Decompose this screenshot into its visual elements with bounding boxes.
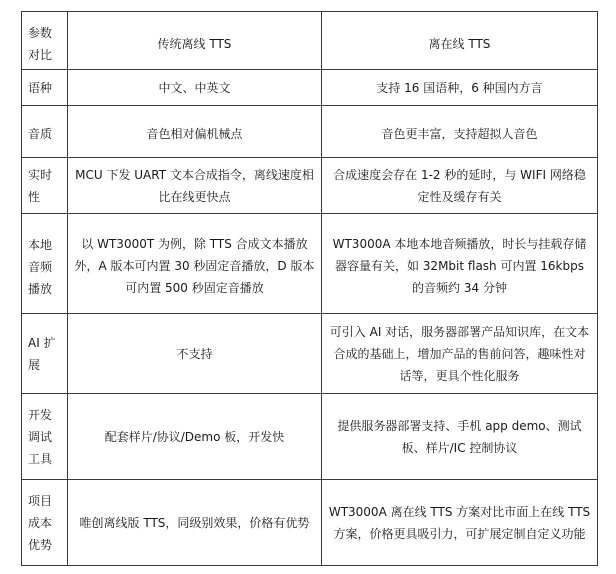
row-label: 项目成本优势 xyxy=(22,480,68,566)
comparison-table xyxy=(21,11,598,566)
row-cell-online: 合成速度会存在 1-2 秒的延时，与 WIFI 网络稳定性及缓存有关 xyxy=(322,158,598,214)
row-cell-online: 可引入 AI 对话，服务器部署产品知识库，在文本合成的基础上，增加产品的售前问答，趣味性对话等，更具个性化服务 xyxy=(322,314,598,394)
row-label: 语种 xyxy=(22,70,68,106)
row-cell-online: WT3000A 离在线 TTS 方案对比市面上在线 TTS 方案，价格更具吸引力，可扩展定制自定义功能 xyxy=(322,480,598,566)
row-label: 开发调试工具 xyxy=(22,394,68,480)
row-cell-online: WT3000A 本地本地音频播放，时长与挂载存储器容量有关，如 32Mbit flash 可内置 16kbps 的音频约 34 分钟 xyxy=(322,214,598,314)
row-cell-online: 支持 16 国语种，6 种国内方言 xyxy=(322,70,598,106)
header-col-online: 离在线 TTS xyxy=(322,12,598,70)
row-cell-traditional: MCU 下发 UART 文本合成指令，离线速度相比在线更快点 xyxy=(68,158,322,214)
header-row xyxy=(22,12,598,70)
table-row-quality xyxy=(22,106,598,158)
row-cell-traditional: 以 WT3000T 为例，除 TTS 合成文本播放外，A 版本可内置 30 秒固定音播放，D 版本可内置 500 秒固定音播放 xyxy=(68,214,322,314)
row-label: 音质 xyxy=(22,106,68,158)
row-cell-traditional: 不支持 xyxy=(68,314,322,394)
row-cell-traditional: 唯创离线版 TTS，同级别效果，价格有优势 xyxy=(68,480,322,566)
table-row-language xyxy=(22,70,598,106)
row-cell-online: 提供服务器部署支持、手机 app demo、测试板、样片/IC 控制协议 xyxy=(322,394,598,480)
row-label: 实时性 xyxy=(22,158,68,214)
table-row-realtime xyxy=(22,158,598,214)
header-label-cell: 参数对比 xyxy=(22,12,68,70)
table-row-ai xyxy=(22,314,598,394)
row-cell-traditional: 音色相对偏机械点 xyxy=(68,106,322,158)
header-col-traditional: 传统离线 TTS xyxy=(68,12,322,70)
row-cell-traditional: 中文、中英文 xyxy=(68,70,322,106)
table-row-local-audio xyxy=(22,214,598,314)
table-row-dev-tools xyxy=(22,394,598,480)
table-row-cost xyxy=(22,480,598,566)
row-label: 本地音频播放 xyxy=(22,214,68,314)
row-label: AI 扩展 xyxy=(22,314,68,394)
row-cell-traditional: 配套样片/协议/Demo 板，开发快 xyxy=(68,394,322,480)
row-cell-online: 音色更丰富，支持超拟人音色 xyxy=(322,106,598,158)
